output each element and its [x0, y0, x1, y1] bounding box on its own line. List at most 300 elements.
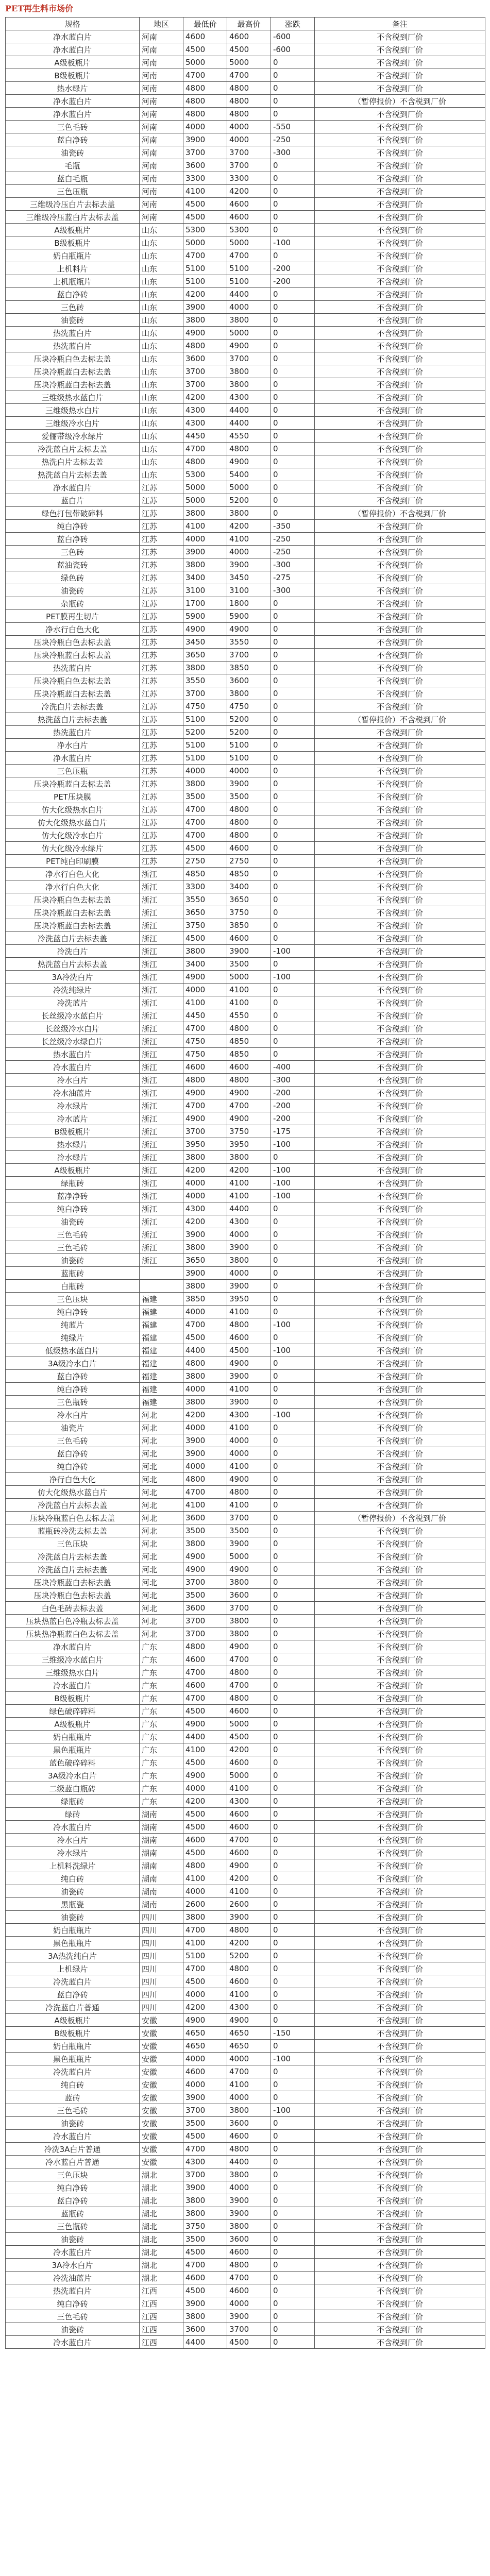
cell-change: -100 — [271, 1177, 315, 1190]
cell-change: -100 — [271, 2053, 315, 2065]
cell-spec: 冷水绿片 — [6, 1099, 140, 1112]
cell-spec: 热水绿片 — [6, 82, 140, 95]
cell-min-price: 4000 — [183, 2053, 227, 2065]
cell-region: 江苏 — [140, 584, 183, 597]
table-row — [6, 1653, 485, 1666]
cell-region: 江苏 — [140, 507, 183, 520]
cell-min-price: 4500 — [183, 1705, 227, 1718]
cell-change: 0 — [271, 1267, 315, 1280]
cell-min-price: 3750 — [183, 919, 227, 932]
cell-region: 浙江 — [140, 893, 183, 906]
cell-max-price: 4600 — [227, 30, 271, 43]
cell-region: 湖南 — [140, 1821, 183, 1834]
cell-region: 山东 — [140, 262, 183, 275]
cell-max-price: 4200 — [227, 1743, 271, 1756]
cell-region: 安徽 — [140, 2014, 183, 2027]
cell-region: 福建 — [140, 1344, 183, 1357]
table-row — [6, 1937, 485, 1950]
cell-max-price: 4000 — [227, 2181, 271, 2194]
cell-spec: 油瓷砖 — [6, 1215, 140, 1228]
cell-min-price: 4800 — [183, 340, 227, 352]
cell-note: 不含税到厂价 — [315, 1705, 485, 1718]
cell-note: 不含税到厂价 — [315, 378, 485, 391]
cell-min-price: 4400 — [183, 1344, 227, 1357]
cell-max-price: 5100 — [227, 752, 271, 765]
cell-note: 不含税到厂价 — [315, 1576, 485, 1589]
cell-region: 山东 — [140, 224, 183, 236]
cell-min-price: 4700 — [183, 69, 227, 82]
cell-max-price: 4000 — [227, 765, 271, 777]
cell-region: 河北 — [140, 1512, 183, 1524]
cell-spec: 净行白色大化 — [6, 1473, 140, 1486]
table-row — [6, 236, 485, 249]
cell-region: 浙江 — [140, 906, 183, 919]
cell-spec: 三维级冷压白片去标去盖 — [6, 198, 140, 211]
table-row — [6, 2297, 485, 2310]
cell-min-price: 4300 — [183, 417, 227, 430]
cell-spec: 冷洗蓝白片去标去盖 — [6, 443, 140, 455]
cell-spec: 低级热水蓝白片 — [6, 1344, 140, 1357]
cell-spec: 蓝瓶砖冷洗去标去盖 — [6, 1524, 140, 1537]
cell-min-price: 4200 — [183, 1795, 227, 1808]
cell-min-price: 4100 — [183, 520, 227, 533]
cell-change: 0 — [271, 224, 315, 236]
cell-spec: 杂瓶砖 — [6, 597, 140, 610]
cell-spec: 奶白瓶瓶片 — [6, 249, 140, 262]
cell-spec: 冷水蓝片 — [6, 1112, 140, 1125]
cell-min-price: 4500 — [183, 842, 227, 855]
cell-region: 河北 — [140, 1499, 183, 1512]
table-row — [6, 1743, 485, 1756]
cell-spec: 上机绿片 — [6, 1962, 140, 1975]
cell-spec: 三色压块 — [6, 1293, 140, 1306]
cell-max-price: 3800 — [227, 1254, 271, 1267]
table-row — [6, 1009, 485, 1022]
cell-note: 不含税到厂价 — [315, 352, 485, 365]
cell-region: 河北 — [140, 1421, 183, 1434]
cell-max-price: 4500 — [227, 1731, 271, 1743]
cell-change: 0 — [271, 1846, 315, 1859]
cell-min-price: 4800 — [183, 1074, 227, 1087]
cell-min-price: 4700 — [183, 1022, 227, 1035]
cell-spec: 蓝油瓷砖 — [6, 558, 140, 571]
cell-spec: A级板瓶片 — [6, 1164, 140, 1177]
cell-spec: 热洗蓝白片 — [6, 662, 140, 674]
cell-min-price: 4100 — [183, 1743, 227, 1756]
cell-min-price: 4900 — [183, 2014, 227, 2027]
cell-region: 河南 — [140, 43, 183, 56]
cell-region — [140, 1267, 183, 1280]
cell-spec: 黑色瓶瓶片 — [6, 2053, 140, 2065]
cell-note: 不含税到厂价 — [315, 2001, 485, 2014]
cell-region: 河南 — [140, 30, 183, 43]
cell-spec: 冷水绿片 — [6, 1846, 140, 1859]
cell-min-price: 4700 — [183, 249, 227, 262]
cell-min-price: 4200 — [183, 2001, 227, 2014]
cell-note: 不含税到厂价 — [315, 1821, 485, 1834]
cell-spec: A级板瓶片 — [6, 2014, 140, 2027]
cell-spec: 冷水白片 — [6, 1834, 140, 1846]
cell-max-price: 4800 — [227, 1962, 271, 1975]
table-row — [6, 2053, 485, 2065]
cell-change: -100 — [271, 1190, 315, 1202]
table-row — [6, 958, 485, 971]
cell-change: 0 — [271, 2194, 315, 2207]
cell-change: 0 — [271, 1795, 315, 1808]
table-row — [6, 880, 485, 893]
cell-max-price: 4200 — [227, 520, 271, 533]
cell-spec: 压块冷瓶蓝白去标去盖 — [6, 919, 140, 932]
cell-note: 不含税到厂价 — [315, 146, 485, 159]
cell-change: 0 — [271, 404, 315, 417]
cell-max-price: 4800 — [227, 95, 271, 108]
cell-max-price: 3900 — [227, 2207, 271, 2220]
cell-spec: 压块冷瓶蓝白去标去盖 — [6, 378, 140, 391]
cell-region: 安徽 — [140, 2104, 183, 2117]
cell-min-price: 3900 — [183, 1434, 227, 1447]
cell-note: 不含税到厂价 — [315, 1061, 485, 1074]
cell-min-price: 4900 — [183, 1769, 227, 1782]
cell-region: 山东 — [140, 301, 183, 314]
cell-note: 不含税到厂价 — [315, 687, 485, 700]
cell-min-price: 4300 — [183, 404, 227, 417]
cell-region: 江苏 — [140, 855, 183, 868]
cell-note: 不含税到厂价 — [315, 1486, 485, 1499]
cell-region: 福建 — [140, 1293, 183, 1306]
cell-change: -100 — [271, 1164, 315, 1177]
cell-max-price: 4900 — [227, 455, 271, 468]
cell-max-price: 2750 — [227, 855, 271, 868]
cell-note: 不含税到厂价 — [315, 649, 485, 662]
cell-note: 不含税到厂价 — [315, 159, 485, 172]
cell-change: -275 — [271, 571, 315, 584]
cell-region: 浙江 — [140, 932, 183, 945]
table-row — [6, 1975, 485, 1988]
cell-spec: 蓝净净砖 — [6, 1190, 140, 1202]
cell-note: 不含税到厂价 — [315, 211, 485, 224]
cell-spec: 黑色瓶瓶片 — [6, 1743, 140, 1756]
cell-change: 0 — [271, 880, 315, 893]
cell-spec: 三色压块 — [6, 1537, 140, 1550]
cell-min-price: 4700 — [183, 1692, 227, 1705]
cell-spec: 油瓷砖 — [6, 2323, 140, 2336]
cell-change: 0 — [271, 2040, 315, 2053]
cell-spec: B级板瓶片 — [6, 2027, 140, 2040]
cell-spec: PET压块膜 — [6, 790, 140, 803]
cell-max-price: 4800 — [227, 1924, 271, 1937]
cell-spec: 三色压块 — [6, 2168, 140, 2181]
cell-region: 江西 — [140, 2310, 183, 2323]
cell-min-price: 4100 — [183, 1937, 227, 1950]
cell-note: 不含税到厂价 — [315, 1924, 485, 1937]
cell-change: 0 — [271, 2220, 315, 2233]
table-row — [6, 2078, 485, 2091]
table-row — [6, 1125, 485, 1138]
cell-region: 浙江 — [140, 1151, 183, 1164]
cell-max-price: 3600 — [227, 674, 271, 687]
cell-change: 0 — [271, 636, 315, 649]
cell-change: -200 — [271, 262, 315, 275]
cell-region: 广东 — [140, 1653, 183, 1666]
cell-min-price: 3800 — [183, 558, 227, 571]
cell-note: 不含税到厂价 — [315, 880, 485, 893]
cell-region: 河南 — [140, 69, 183, 82]
cell-max-price: 3800 — [227, 687, 271, 700]
cell-region: 四川 — [140, 1911, 183, 1924]
table-row — [6, 1254, 485, 1267]
table-row — [6, 687, 485, 700]
cell-spec: 冷洗白片去标去盖 — [6, 700, 140, 713]
table-row — [6, 1280, 485, 1293]
cell-change: -100 — [271, 236, 315, 249]
table-row — [6, 507, 485, 520]
cell-spec: 奶白瓶瓶片 — [6, 1731, 140, 1743]
cell-spec: 蓝色破碎碎料 — [6, 1756, 140, 1769]
cell-note: 不含税到厂价 — [315, 1872, 485, 1885]
cell-region: 江苏 — [140, 803, 183, 816]
cell-change: 0 — [271, 1821, 315, 1834]
cell-min-price: 4000 — [183, 1885, 227, 1898]
cell-spec: 黑色瓶瓶片 — [6, 1937, 140, 1950]
cell-region: 四川 — [140, 1924, 183, 1937]
cell-spec: 纯绿片 — [6, 1331, 140, 1344]
cell-max-price: 4500 — [227, 2336, 271, 2349]
cell-change: 0 — [271, 2130, 315, 2143]
cell-spec: 奶白瓶瓶片 — [6, 2040, 140, 2053]
cell-max-price: 4100 — [227, 1782, 271, 1795]
cell-note: 不含税到厂价 — [315, 2143, 485, 2156]
cell-spec: 油瓷片 — [6, 1421, 140, 1434]
table-row — [6, 984, 485, 996]
cell-note: 不含税到厂价 — [315, 1937, 485, 1950]
cell-region: 浙江 — [140, 996, 183, 1009]
cell-note: 不含税到厂价 — [315, 558, 485, 571]
table-row — [6, 262, 485, 275]
cell-max-price: 3900 — [227, 558, 271, 571]
cell-region: 福建 — [140, 1370, 183, 1383]
cell-region: 湖南 — [140, 1846, 183, 1859]
cell-change: 0 — [271, 1692, 315, 1705]
table-row — [6, 468, 485, 481]
cell-note: 不含税到厂价 — [315, 1679, 485, 1692]
cell-change: 0 — [271, 1357, 315, 1370]
cell-min-price: 4000 — [183, 765, 227, 777]
table-row — [6, 1589, 485, 1602]
table-row — [6, 2001, 485, 2014]
table-row — [6, 1898, 485, 1911]
table-row — [6, 1846, 485, 1859]
table-row — [6, 1318, 485, 1331]
cell-note: 不含税到厂价 — [315, 842, 485, 855]
cell-spec: 压块冷瓶蓝白去标去盖 — [6, 1576, 140, 1589]
cell-max-price: 4600 — [227, 1705, 271, 1718]
cell-min-price: 3600 — [183, 159, 227, 172]
table-row — [6, 417, 485, 430]
cell-change: 0 — [271, 2181, 315, 2194]
cell-min-price: 4800 — [183, 1357, 227, 1370]
table-row — [6, 249, 485, 262]
cell-change: 0 — [271, 662, 315, 674]
table-row — [6, 108, 485, 121]
table-row — [6, 1524, 485, 1537]
cell-region: 河北 — [140, 1460, 183, 1473]
table-row — [6, 1808, 485, 1821]
cell-note: 不含税到厂价 — [315, 1731, 485, 1743]
cell-spec: 油瓷砖 — [6, 2117, 140, 2130]
cell-min-price: 4800 — [183, 1473, 227, 1486]
cell-change: 0 — [271, 1035, 315, 1048]
table-row — [6, 2168, 485, 2181]
cell-region: 河南 — [140, 121, 183, 133]
cell-note: 不含税到厂价 — [315, 1112, 485, 1125]
cell-region: 浙江 — [140, 1099, 183, 1112]
table-row — [6, 82, 485, 95]
cell-region: 山东 — [140, 327, 183, 340]
cell-change: 0 — [271, 2297, 315, 2310]
table-row — [6, 558, 485, 571]
cell-spec: 上机瓶瓶片 — [6, 275, 140, 288]
cell-min-price: 4800 — [183, 455, 227, 468]
cell-spec: 净水行白色大化 — [6, 868, 140, 880]
table-row — [6, 391, 485, 404]
cell-change: 0 — [271, 2156, 315, 2168]
price-table — [5, 17, 485, 2349]
cell-note: 不含税到厂价 — [315, 1447, 485, 1460]
table-row — [6, 1267, 485, 1280]
cell-note: 不含税到厂价 — [315, 468, 485, 481]
cell-change: 0 — [271, 829, 315, 842]
cell-region: 河北 — [140, 1473, 183, 1486]
cell-max-price: 4000 — [227, 301, 271, 314]
cell-min-price: 4100 — [183, 1499, 227, 1512]
cell-region: 福建 — [140, 1318, 183, 1331]
cell-min-price: 3800 — [183, 1537, 227, 1550]
cell-min-price: 4750 — [183, 700, 227, 713]
cell-change: 0 — [271, 455, 315, 468]
cell-max-price: 3700 — [227, 2323, 271, 2336]
cell-max-price: 3300 — [227, 172, 271, 185]
table-row — [6, 1074, 485, 1087]
cell-min-price: 3700 — [183, 1615, 227, 1628]
header-note: 备注 — [315, 18, 485, 30]
cell-spec: 奶白瓶瓶片 — [6, 1924, 140, 1937]
cell-spec: B级板瓶片 — [6, 69, 140, 82]
cell-spec: 三色压瓶 — [6, 765, 140, 777]
cell-region: 江苏 — [140, 790, 183, 803]
cell-spec: 长丝级冷水蓝白片 — [6, 1009, 140, 1022]
cell-note: 不含税到厂价 — [315, 623, 485, 636]
cell-change: -300 — [271, 146, 315, 159]
cell-max-price: 3850 — [227, 662, 271, 674]
table-row — [6, 1447, 485, 1460]
cell-change: 0 — [271, 1782, 315, 1795]
cell-spec: 蓝砖 — [6, 2091, 140, 2104]
cell-region: 浙江 — [140, 1074, 183, 1087]
cell-change: 0 — [271, 1537, 315, 1550]
cell-min-price: 4500 — [183, 1331, 227, 1344]
cell-region: 河北 — [140, 1628, 183, 1640]
cell-spec: 黑瓶瓷 — [6, 1898, 140, 1911]
cell-max-price: 3700 — [227, 649, 271, 662]
cell-max-price: 4800 — [227, 1074, 271, 1087]
table-row — [6, 1550, 485, 1563]
cell-min-price: 3700 — [183, 1125, 227, 1138]
cell-min-price: 4500 — [183, 211, 227, 224]
cell-min-price: 3800 — [183, 662, 227, 674]
cell-min-price: 4300 — [183, 1202, 227, 1215]
cell-max-price: 3500 — [227, 1524, 271, 1537]
cell-min-price: 4000 — [183, 1190, 227, 1202]
cell-region: 安徽 — [140, 2040, 183, 2053]
cell-change: 0 — [271, 1576, 315, 1589]
cell-spec: 上机料洗绿片 — [6, 1859, 140, 1872]
table-row — [6, 945, 485, 958]
table-row — [6, 43, 485, 56]
table-row — [6, 1241, 485, 1254]
cell-change: 0 — [271, 1202, 315, 1215]
cell-max-price: 4900 — [227, 1859, 271, 1872]
cell-max-price: 4400 — [227, 417, 271, 430]
cell-max-price: 4650 — [227, 2027, 271, 2040]
cell-spec: 冷洗蓝白片 — [6, 2065, 140, 2078]
cell-max-price: 5900 — [227, 610, 271, 623]
cell-change: -300 — [271, 558, 315, 571]
cell-max-price: 3900 — [227, 1396, 271, 1409]
table-row — [6, 2040, 485, 2053]
cell-max-price: 3900 — [227, 1537, 271, 1550]
table-row — [6, 56, 485, 69]
cell-max-price: 4750 — [227, 700, 271, 713]
cell-spec: 仿大化级冷水白片 — [6, 829, 140, 842]
cell-note: 不含税到厂价 — [315, 2065, 485, 2078]
cell-region: 四川 — [140, 1975, 183, 1988]
cell-change: 0 — [271, 2168, 315, 2181]
cell-note: 不含税到厂价 — [315, 1293, 485, 1306]
cell-max-price: 3700 — [227, 1512, 271, 1524]
table-row — [6, 1821, 485, 1834]
cell-max-price: 4700 — [227, 249, 271, 262]
cell-min-price: 4000 — [183, 1177, 227, 1190]
header-change: 涨跌 — [271, 18, 315, 30]
table-row — [6, 1563, 485, 1576]
cell-max-price: 3700 — [227, 1602, 271, 1615]
cell-region: 河南 — [140, 95, 183, 108]
cell-note: 不含税到厂价 — [315, 224, 485, 236]
cell-change: 0 — [271, 1460, 315, 1473]
cell-note: 不含税到厂价 — [315, 546, 485, 558]
cell-region: 浙江 — [140, 1048, 183, 1061]
cell-min-price: 3900 — [183, 2091, 227, 2104]
cell-note: （暂停报价）不含税到厂价 — [315, 713, 485, 726]
cell-region: 安徽 — [140, 2143, 183, 2156]
cell-change: 0 — [271, 739, 315, 752]
cell-spec: 冷水油蓝片 — [6, 1087, 140, 1099]
cell-note: 不含税到厂价 — [315, 1009, 485, 1022]
cell-note: 不含税到厂价 — [315, 1950, 485, 1962]
cell-spec: 绿色打包带破碎料 — [6, 507, 140, 520]
cell-spec: A级板瓶片 — [6, 1718, 140, 1731]
cell-spec: 长丝级冷水白片 — [6, 1022, 140, 1035]
cell-change: -100 — [271, 1138, 315, 1151]
cell-note: 不含税到厂价 — [315, 1421, 485, 1434]
cell-spec: 压块冷瓶蓝白去标去盖 — [6, 649, 140, 662]
cell-note: 不含税到厂价 — [315, 533, 485, 546]
table-body — [6, 30, 485, 2349]
cell-region: 湖南 — [140, 1898, 183, 1911]
cell-region: 江苏 — [140, 533, 183, 546]
table-row — [6, 2194, 485, 2207]
cell-spec: 蓝白毛瓶 — [6, 172, 140, 185]
